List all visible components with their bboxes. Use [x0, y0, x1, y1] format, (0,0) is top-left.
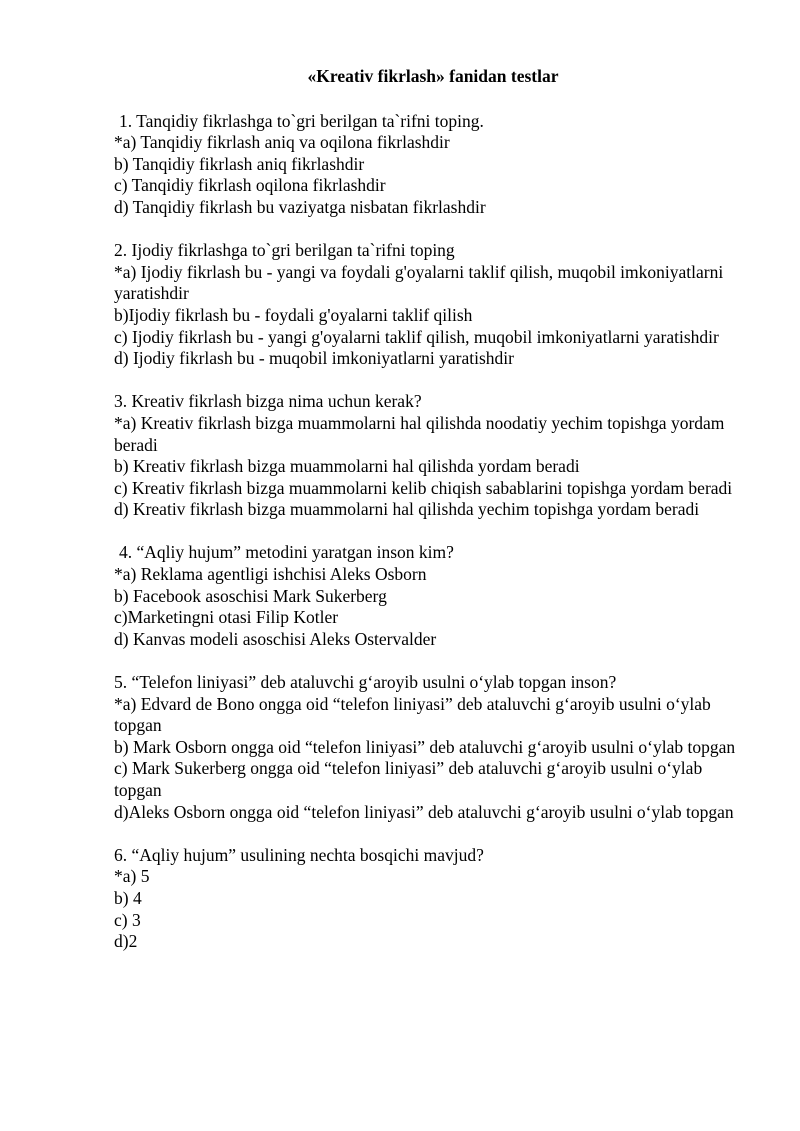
question-5 — [114, 672, 744, 823]
answer-option: d) Tanqidiy fikrlash bu vaziyatga nisbatan fikrlashdir — [114, 196, 486, 217]
answer-option: c) Tanqidiy fikrlash oqilona fikrlashdir — [114, 175, 386, 196]
question-4 — [114, 542, 744, 650]
document-page — [114, 66, 744, 974]
answer-option: *a) 5 — [114, 866, 150, 887]
answer-option: d)Aleks Osborn ongga oid “telefon liniyasi” deb ataluvchi g‘aroyib usulni o‘ylab topgan — [114, 801, 734, 822]
answer-option: c) Ijodiy fikrlash bu - yangi g'oyalarni taklif qilish, muqobil imkoniyatlarni yaratishdir — [114, 326, 719, 347]
question-3 — [114, 391, 744, 521]
answer-option: b) Kreativ fikrlash bizga muammolarni hal qilishda yordam beradi — [114, 456, 580, 477]
question-2 — [114, 240, 744, 370]
answer-option: b) Tanqidiy fikrlash aniq fikrlashdir — [114, 153, 365, 174]
question-text: 5. “Telefon liniyasi” deb ataluvchi g‘aroyib usulni o‘ylab topgan inson? — [114, 672, 617, 693]
answer-option: *a) Edvard de Bono ongga oid “telefon liniyasi” deb ataluvchi g‘aroyib usulni o‘ylab topgan — [114, 693, 711, 736]
answer-option: *a) Ijodiy fikrlash bu - yangi va foydali g'oyalarni taklif qilish, muqobil imkoniyatlarni yaratishdir — [114, 261, 724, 304]
question-text: 1. Tanqidiy fikrlashga to`gri berilgan ta`rifni toping. — [119, 110, 484, 131]
question-6 — [114, 845, 744, 953]
document-title: «Kreativ fikrlash» fanidan testlar — [307, 66, 559, 86]
answer-option: *a) Tanqidiy fikrlash aniq va oqilona fikrlashdir — [114, 132, 450, 153]
answer-option: d)2 — [114, 931, 138, 952]
answer-option: d) Kanvas modeli asoschisi Aleks Ostervalder — [114, 628, 437, 649]
answer-option: b)Ijodiy fikrlash bu - foydali g'oyalarni taklif qilish — [114, 304, 473, 325]
answer-option: c) Kreativ fikrlash bizga muammolarni kelib chiqish sabablarini topishga yordam beradi — [114, 477, 733, 498]
question-text: 4. “Aqliy hujum” metodini yaratgan inson kim? — [119, 542, 454, 563]
question-text: 2. Ijodiy fikrlashga to`gri berilgan ta`rifni toping — [114, 240, 455, 261]
question-text: 6. “Aqliy hujum” usulining nechta bosqichi mavjud? — [114, 844, 484, 865]
answer-option: c) 3 — [114, 909, 141, 930]
answer-option: *a) Kreativ fikrlash bizga muammolarni hal qilishda noodatiy yechim topishga yordam beradi — [114, 412, 725, 455]
answer-option: *a) Reklama agentligi ishchisi Aleks Osborn — [114, 564, 427, 585]
answer-option: d) Kreativ fikrlash bizga muammolarni hal qilishda yechim topishga yordam beradi — [114, 499, 700, 520]
answer-option: b) Facebook asoschisi Mark Sukerberg — [114, 585, 387, 606]
question-text: 3. Kreativ fikrlash bizga nima uchun kerak? — [114, 391, 422, 412]
answer-option: c)Marketingni otasi Filip Kotler — [114, 607, 339, 628]
question-1 — [114, 111, 744, 219]
answer-option: d) Ijodiy fikrlash bu - muqobil imkoniyatlarni yaratishdir — [114, 348, 514, 369]
answer-option: b) 4 — [114, 887, 142, 908]
answer-option: b) Mark Osborn ongga oid “telefon liniyasi” deb ataluvchi g‘aroyib usulni o‘ylab topgan — [114, 736, 736, 757]
answer-option: c) Mark Sukerberg ongga oid “telefon liniyasi” deb ataluvchi g‘aroyib usulni o‘ylab topgan — [114, 758, 703, 800]
